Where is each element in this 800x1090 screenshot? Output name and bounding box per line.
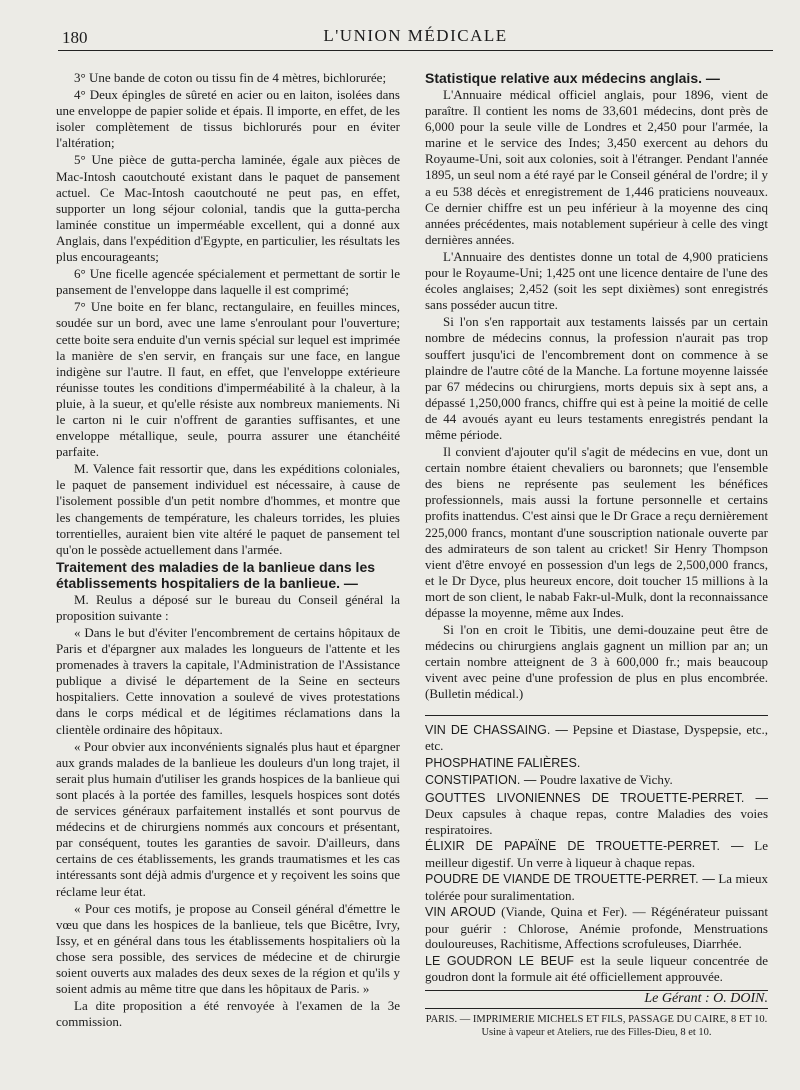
advertisements <box>425 715 768 991</box>
section-title: Statistique relative aux médecins anglais. — <box>425 70 720 86</box>
paragraph: Il convient d'ajouter qu'il s'agit de médecins en vue, dont un certain nombre étaient chevaliers ou baronnets; que l'ensemble des biens ne représente pas seulement les bénéfices professionnels, mais aussi la fortune personnelle et certains profits inattendus. C'est ainsi que le Dr Grace a reçu dernièrement 225,000 francs, montant d'une souscription nationale ouverte par des admirateurs de son talent au cricket! Sir Henry Thompson vient d'être envoyé en possession d'un legs de 2,500,000 francs, et le Dr Dyce, plus heureux encore, doit toucher 15 millions à la mort de son client, le nabab Fakr-ul-Mulk, dont la reconnaissance dépasse la moyenne, même aux Indes. <box>425 444 768 620</box>
advertisement <box>425 871 768 903</box>
ad-title: POUDRE DE VIANDE DE TROUETTE-PERRET. — <box>425 872 715 887</box>
paragraph: Si l'on en croit le Tibitis, une demi-douzaine peut être de médecins ou chirurgiens anglais gagnent un million par an; un certain nombre atteignent de 3 à 600,000 fr.; mais beaucoup vivent avec peine d'une profession de plus en plus encombrée. (Bulletin médical.) <box>425 622 768 702</box>
section-title: Traitement des maladies de la banlieue dans les établissements hospitaliers de la banlieue. — <box>56 558 376 591</box>
paragraph: 7° Une boite en fer blanc, rectangulaire, en feuilles minces, soudée sur un bord, avec une lame s'enroulant pour l'ouverture; cette boite sera enduite d'un vernis spécial sur lequel est imprimée la manière de s'en servir, en français sur une face, en langue indigène sur l'autre. Il faut, en effet, que l'enveloppe extérieure réunisse toutes les conditions d'imperméabilité à la chaleur, à la pluie, à la sueur, et qu'elle résiste aux nombreux maniements. Ni le carton ni le cuir n'offrent de garanties suffisantes, et une enveloppe métallique, seule, pourra assurer une étanchéité parfaite. <box>56 299 400 460</box>
gerant-signature: Le Gérant : O. DOIN. <box>644 990 768 1006</box>
ad-title: CONSTIPATION. — <box>425 773 537 788</box>
advertisement <box>425 722 768 754</box>
ad-title: GOUTTES LIVONIENNES DE TROUETTE-PERRET. — <box>425 790 768 805</box>
advertisement <box>425 755 768 772</box>
paragraph: 3° Une bande de coton ou tissu fin de 4 mètres, bichlorurée; <box>74 70 387 85</box>
ad-title: VIN DE CHASSAING. — <box>425 722 568 737</box>
paragraph: La dite proposition a été renvoyée à l'examen de la 3e commission. <box>56 998 400 1030</box>
journal-title: L'UNION MÉDICALE <box>323 26 508 45</box>
paragraph: 4° Deux épingles de sûreté en acier ou en laiton, isolées dans une enveloppe de papier solide et épais. Il importe, en effet, de les isoler complètement de tissus bichlorurés pour en éviter l'altération; <box>56 87 400 151</box>
paragraph: 6° Une ficelle agencée spécialement et permettant de sortir le pansement de l'enveloppe dans laquelle il est comprimé; <box>56 266 400 298</box>
right-column <box>425 70 768 1039</box>
ad-text: Deux capsules à chaque repas, contre Maladies des voies respiratoires. <box>425 806 768 837</box>
paragraph: L'Annuaire médical officiel anglais, pour 1896, vient de paraître. Il contient les noms de 33,601 médecins, dont près de 6,000 pour la seule ville de Londres et 2,450 pour l'armée, la marine et le service des Indes; 3,450 exercent au dehors du Royaume-Uni, soit aux colonies, soit à l'étranger. Pendant l'année 1895, un seul nom a été rayé par le Conseil général de l'ordre; il y a eu 538 décès et enregistrement de 1,446 praticiens nouveaux. Ce dernier chiffre est un peu inférieur à la moyenne des cinq années précédentes, mais notablement supérieur à celle des vingt dernières années. <box>425 87 768 247</box>
ad-text: Poudre laxative de Vichy. <box>539 772 673 788</box>
ad-text: Pepsine et Diastase, Dyspepsie, etc., etc. <box>425 721 768 754</box>
printer-imprint <box>425 1008 768 1039</box>
left-column <box>56 70 400 1031</box>
ad-title: LE GOUDRON LE BEUF <box>425 953 574 968</box>
paragraph: M. Valence fait ressortir que, dans les expéditions coloniales, le paquet de pansement individuel est nécessaire, à cause de l'isolement possible d'un petit nombre d'hommes, et montre que les changements de température, les chaleurs torrides, les pluies torrentielles, auraient bien vite altéré le paquet de pansement tel qu'on le possède actuellement dans l'armée. <box>56 461 400 557</box>
printer-line: PARIS. — IMPRIMERIE MICHELS ET FILS, PASSAGE DU CAIRE, 8 ET 10. <box>425 1013 768 1025</box>
ad-text: Le meilleur digestif. Un verre à liqueur à chaque repas. <box>425 838 769 870</box>
ad-title: ÉLIXIR DE PAPAÏNE DE TROUETTE-PERRET. — <box>425 839 744 854</box>
paragraph: « Pour ces motifs, je propose au Conseil général d'émettre le vœu que dans les hospices de la banlieue, tels que Bicêtre, Ivry, Issy, et en général dans tous les établissements hospitaliers où la chose sera possible, des services de médecine et de chirurgie soient ouverts aux malades des deux sexes de la région et qu'ils y soient admis au même titre que dans les hôpitaux de Paris. » <box>56 900 400 997</box>
advertisement <box>425 772 768 789</box>
page-number: 180 <box>62 28 88 47</box>
advertisement <box>425 790 768 838</box>
advertisement <box>425 904 768 952</box>
ad-title: PHOSPHATINE FALIÈRES. <box>425 755 581 770</box>
paragraph: L'Annuaire des dentistes donne un total de 4,900 praticiens pour le Royaume-Uni; 1,425 ont une licence dentaire de l'une des écoles anglaises; 2,452 (soit les sept dixièmes) sont enregistrés sans posséder aucun titre. <box>425 248 768 313</box>
running-head <box>58 24 773 51</box>
printer-line: Usine à vapeur et Ateliers, rue des Filles-Dieu, 8 et 10. <box>481 1026 712 1038</box>
paragraph: M. Reulus a déposé sur le bureau du Conseil général la proposition suivante : <box>56 591 400 623</box>
ad-text: La mieux tolérée pour suralimentation. <box>425 871 768 903</box>
paragraph: « Pour obvier aux inconvénients signalés plus haut et épargner aux grands malades de la banlieue les douleurs d'un long trajet, il serait plus humain d'utiliser les grands hospices de la banlieue qui sont placés à la portée des familles, lesquels hospices sont dotés de services généraux parfaitement installés et sont pourvus de médecins et de chirurgiens nommés aux concours et présentant, par conséquent, toutes les garanties de savoir. D'ailleurs, dans certains de ces établissements, les grands traumatismes et les cas intéressants sont déjà admis d'urgence et y reçoivent les soins que réclame leur état. <box>56 738 400 899</box>
ad-text: (Viande, Quina et Fer). — Régénérateur puissant pour guérir : Chlorose, Anémie profonde, Menstruations douloureuses, Rachitisme, Affections scrofuleuses, Diarrhée. <box>425 904 769 952</box>
advertisement <box>425 838 768 870</box>
advertisement <box>425 953 768 985</box>
paragraph: 5° Une pièce de gutta-percha laminée, égale aux pièces de Mac-Intosh caoutchouté existant dans le paquet de pansement actuel. Ce Mac-Intosh caoutchouté ne peut pas, en effet, supporter un long séjour colonial, tandis que la gutta-percha laminée constitue un imperméable excellent, qui a donné aux Anglais, dans l'expédition d'Egypte, en particulier, les résultats les plus encourageants; <box>56 152 400 265</box>
paragraph: « Dans le but d'éviter l'encombrement de certains hôpitaux de Paris et d'épargner aux malades les longueurs de l'attente et les promenades à travers la capitale, l'Administration de l'Assistance publique a divisé le département de la Seine en secteurs hospitaliers. Cette innovation a soulevé de vives protestations dans le corps médical et de légitimes réclamations dans la clientèle ordinaire des hôpitaux. <box>56 625 400 737</box>
ad-title: VIN AROUD <box>425 905 496 920</box>
paragraph: Si l'on s'en rapportait aux testaments laissés par un certain nombre de médecins connus, la profession n'aurait pas trop souffert jusqu'ici de l'encombrement dont on commence à se plaindre de l'autre côté de la Manche. La fortune moyenne laissée par 67 médecins ou chirurgiens, morts depuis six à sept ans, a dépassé 1,250,000 francs, chiffre qui est à peine la moitié de celle de 44 avoués ayant eu leurs testaments enregistrés pendant la même période. <box>425 314 768 442</box>
ad-text: est la seule liqueur concentrée de goudron dont la formule ait été officiellement approuvée. <box>425 952 768 985</box>
